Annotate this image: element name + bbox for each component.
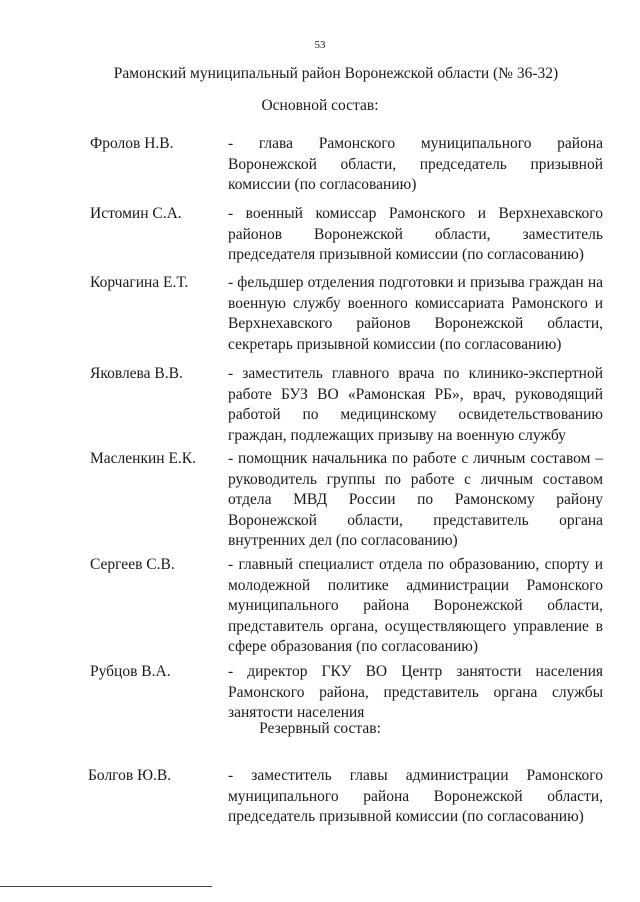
member-role: - заместитель главы администрации Рамонского муниципального района Воронежской области, председатель призывной комиссии (по согласованию)	[228, 767, 603, 825]
member-role: - глава Рамонского муниципального района Воронежской области, председатель призывной комиссии (по согласованию)	[228, 135, 603, 193]
member-name: Сергеев С.В.	[90, 556, 175, 573]
document-title: Рамонский муниципальный район Воронежской области (№ 36-32)	[113, 65, 559, 82]
member-name: Рубцов В.А.	[90, 663, 171, 680]
member-role: - директор ГКУ ВО Центр занятости населения Рамонского района, представитель органа службы занятости населения	[228, 663, 603, 721]
member-role: - заместитель главного врача по клинико-экспертной работе БУЗ ВО «Рамонская РБ», врач, руководящий работой по медицинскому освидетельствованию граждан, подлежащих призыву на военную службу	[228, 365, 603, 444]
member-role: - главный специалист отдела по образованию, спорту и молодежной политике администрации Рамонского муниципального района Воронежской области, представитель органа, осуществляющего управление в сфере образования (по согласованию)	[228, 556, 603, 655]
member-name: Фролов Н.В.	[90, 135, 174, 152]
member-role: - военный комиссар Рамонского и Верхнехавского районов Воронежской области, заместитель председателя призывной комиссии (по согласованию)	[228, 205, 603, 263]
member-role: - фельдшер отделения подготовки и призыва граждан на военную службу военного комиссариата Рамонского и Верхнехавского районов Воронежской области, секретарь призывной комиссии (по согласованию)	[228, 274, 603, 353]
member-name: Корчагина Е.Т.	[90, 274, 189, 291]
page-number: 53	[314, 39, 326, 51]
footer-divider	[0, 886, 212, 887]
member-role: - помощник начальника по работе с личным составом – руководитель группы по работе с личным составом отдела МВД России по Рамонскому району Воронежской области, представитель органа внутренних дел (по согласованию)	[228, 450, 603, 549]
member-name: Истомин С.А.	[90, 205, 182, 222]
section-heading-reserve: Резервный состав:	[259, 720, 381, 737]
member-name: Масленкин Е.К.	[90, 450, 197, 467]
member-name: Болгов Ю.В.	[88, 767, 172, 784]
section-heading-main: Основной состав:	[261, 97, 379, 114]
member-name: Яковлева В.В.	[90, 365, 183, 382]
